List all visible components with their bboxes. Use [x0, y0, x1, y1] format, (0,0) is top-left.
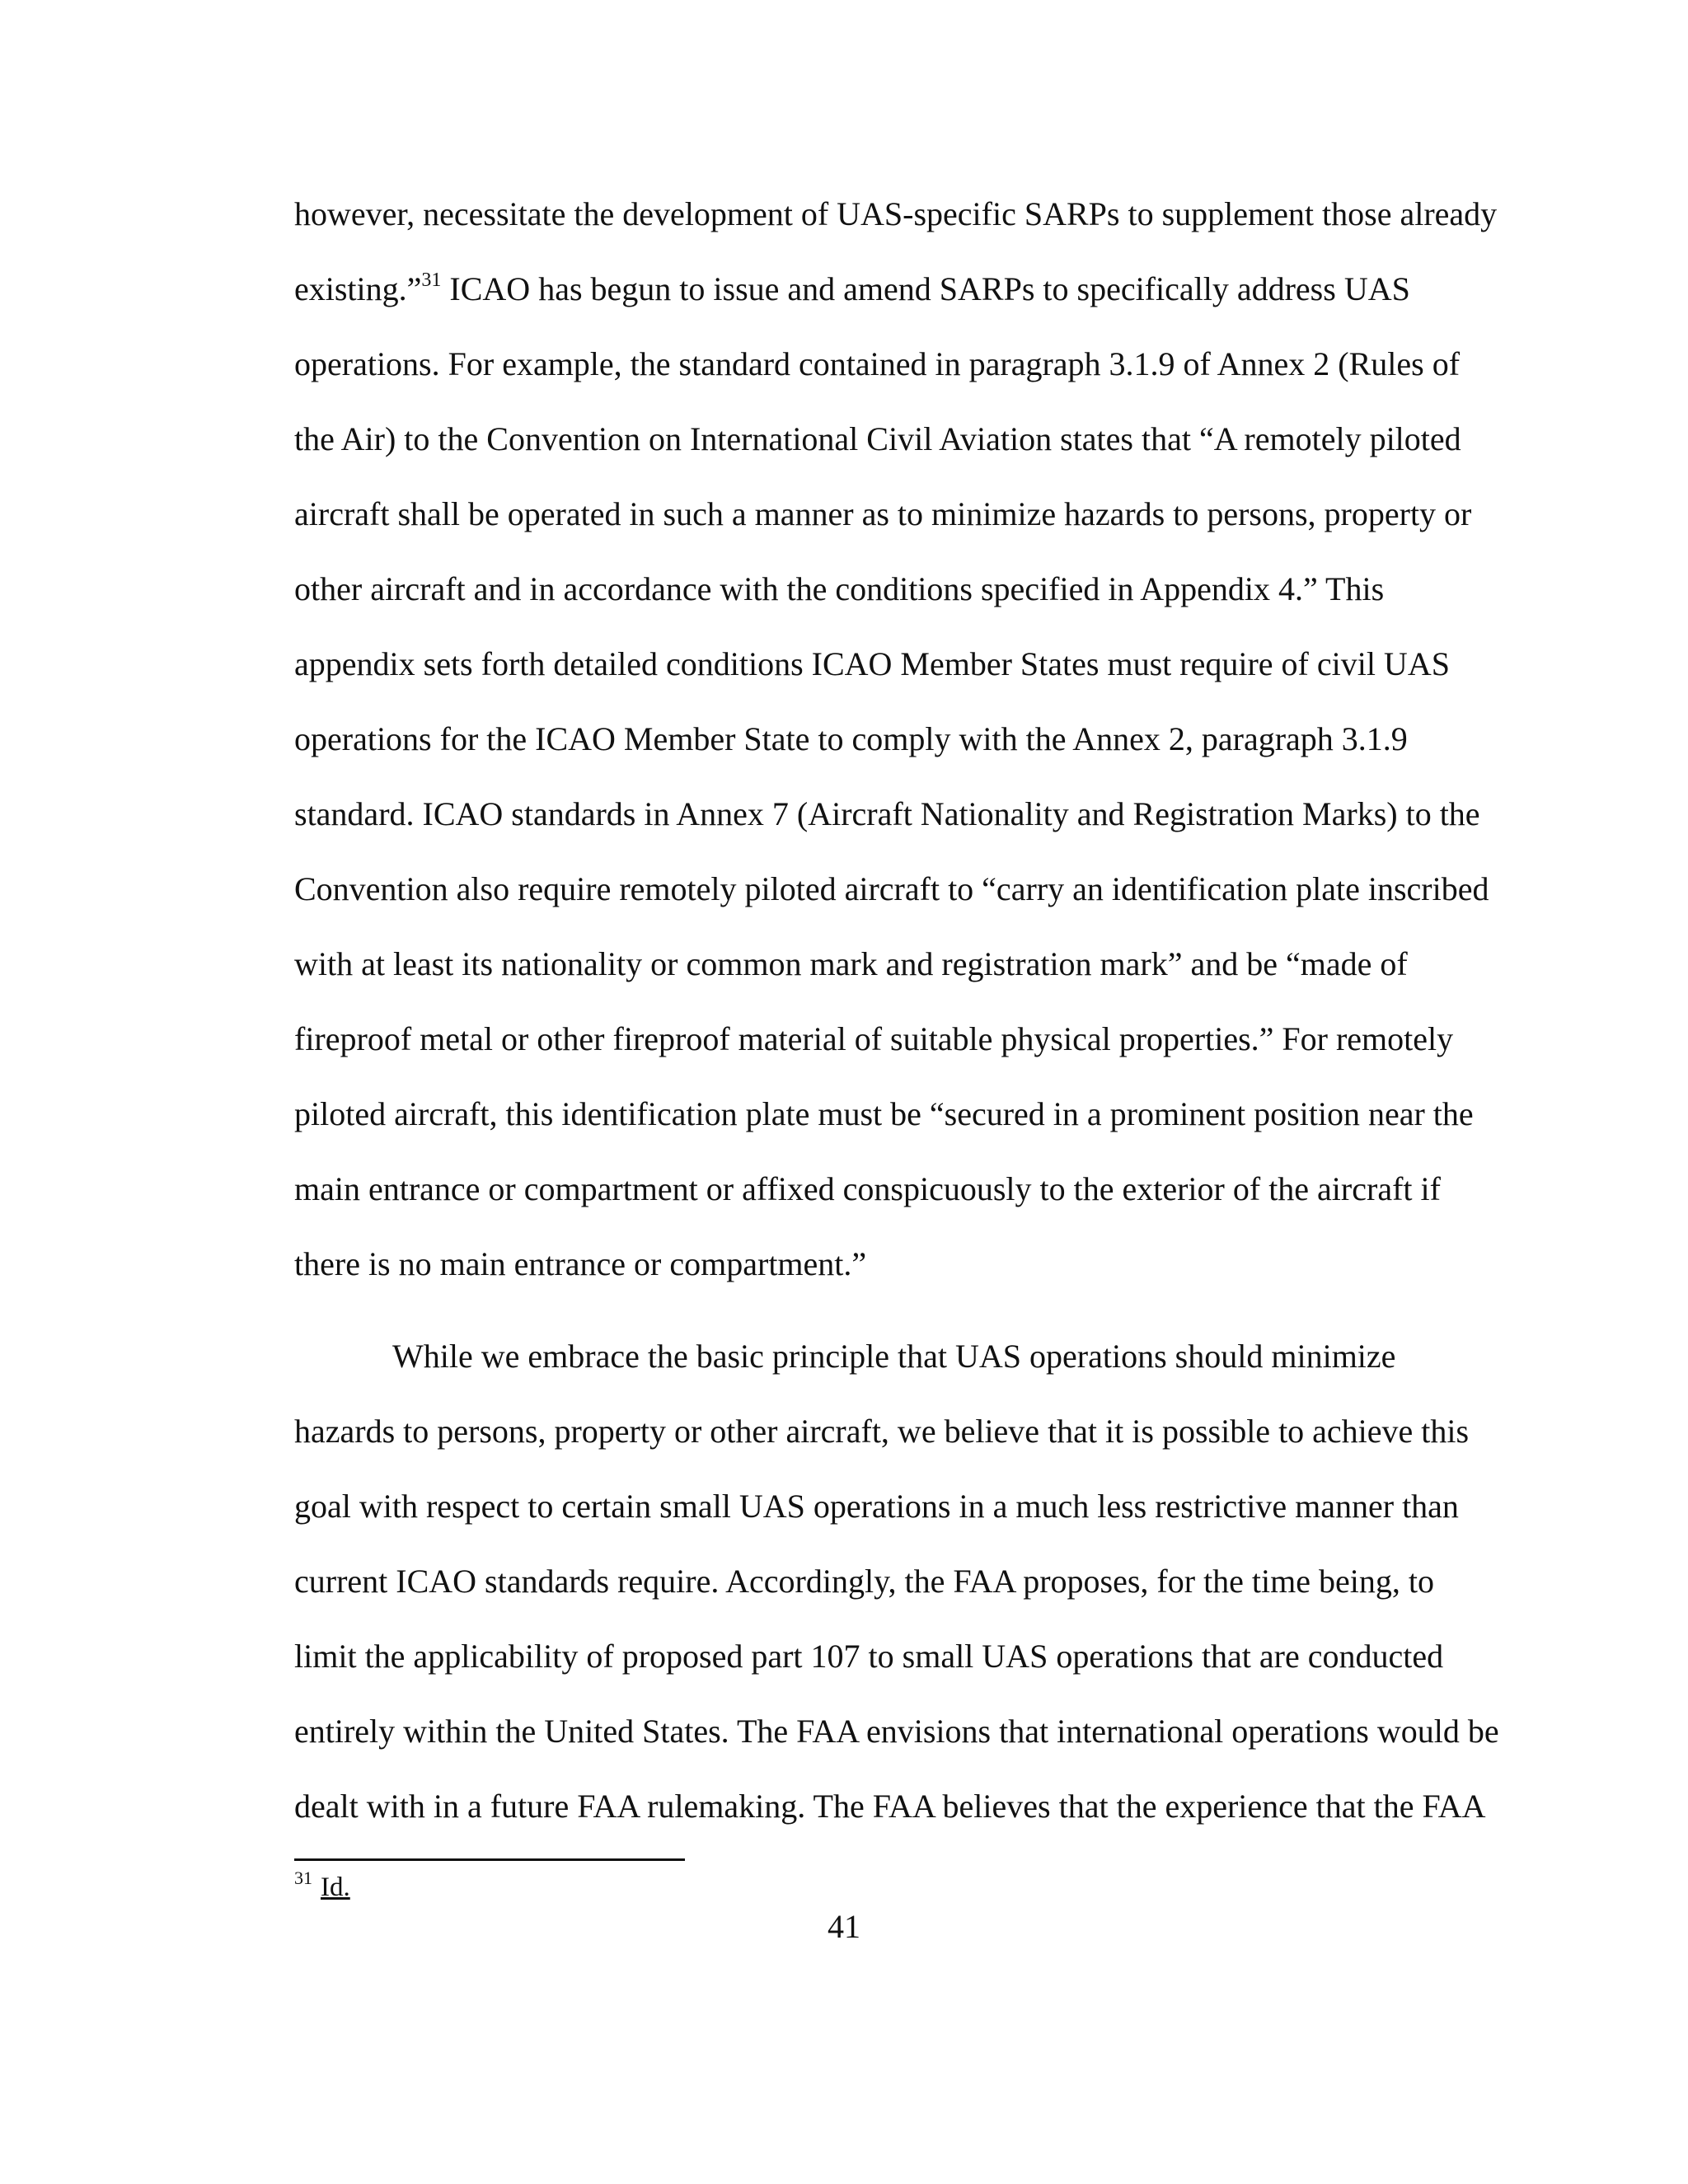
- body-line-6: other aircraft and in accordance with the conditions specified in Appendix 4.” This: [294, 570, 1385, 607]
- footnote-separator: [294, 1858, 685, 1861]
- body-line-2-end: ICAO has begun to issue and amend SARPs to specifically address UAS: [441, 270, 1410, 307]
- body-line-4: the Air) to the Convention on International Civil Aviation states that “A remotely piloted: [294, 420, 1461, 457]
- body-line-10: Convention also require remotely piloted aircraft to “carry an identification plate inscribed: [294, 870, 1489, 907]
- body-line-1: however, necessitate the development of UAS-specific SARPs to supplement those already: [294, 195, 1498, 232]
- footnote-text: Id.: [321, 1872, 350, 1902]
- body-line-13: piloted aircraft, this identification plate must be “secured in a prominent position near the: [294, 1095, 1474, 1132]
- footnote: [294, 1869, 350, 1905]
- body-line-22: dealt with in a future FAA rulemaking. The FAA believes that the experience that the FAA: [294, 1788, 1486, 1825]
- body-line-21: entirely within the United States. The FAA envisions that international operations would be: [294, 1713, 1499, 1750]
- body-line-9: standard. ICAO standards in Annex 7 (Aircraft Nationality and Registration Marks) to the: [294, 795, 1480, 832]
- body-line-19: current ICAO standards require. Accordingly, the FAA proposes, for the time being, to: [294, 1563, 1435, 1600]
- body-line-3: operations. For example, the standard contained in paragraph 3.1.9 of Annex 2 (Rules of: [294, 345, 1461, 382]
- footnote-reference: 31: [421, 269, 442, 291]
- body-line-12: fireproof metal or other fireproof material of suitable physical properties.” For remotely: [294, 1020, 1454, 1057]
- body-line-20: limit the applicability of proposed part 107 to small UAS operations that are conducted: [294, 1638, 1444, 1675]
- footnote-number: 31: [294, 1868, 312, 1888]
- body-line-17: hazards to persons, property or other aircraft, we believe that it is possible to achieve this: [294, 1413, 1470, 1450]
- body-line-8: operations for the ICAO Member State to comply with the Annex 2, paragraph 3.1.9: [294, 720, 1408, 757]
- body-line-2: [294, 269, 1410, 309]
- body-line-7: appendix sets forth detailed conditions ICAO Member States must require of civil UAS: [294, 645, 1450, 682]
- body-line-14: main entrance or compartment or affixed conspicuously to the exterior of the aircraft if: [294, 1170, 1441, 1207]
- body-line-16: While we embrace the basic principle that UAS operations should minimize: [392, 1338, 1396, 1375]
- body-line-15: there is no main entrance or compartment.”: [294, 1245, 867, 1282]
- body-line-2-start: existing.”: [294, 270, 422, 307]
- body-line-18: goal with respect to certain small UAS operations in a much less restrictive manner than: [294, 1488, 1459, 1525]
- page-number: 41: [828, 1908, 860, 1945]
- body-line-5: aircraft shall be operated in such a manner as to minimize hazards to persons, property or: [294, 495, 1472, 532]
- body-line-11: with at least its nationality or common mark and registration mark” and be “made of: [294, 945, 1408, 982]
